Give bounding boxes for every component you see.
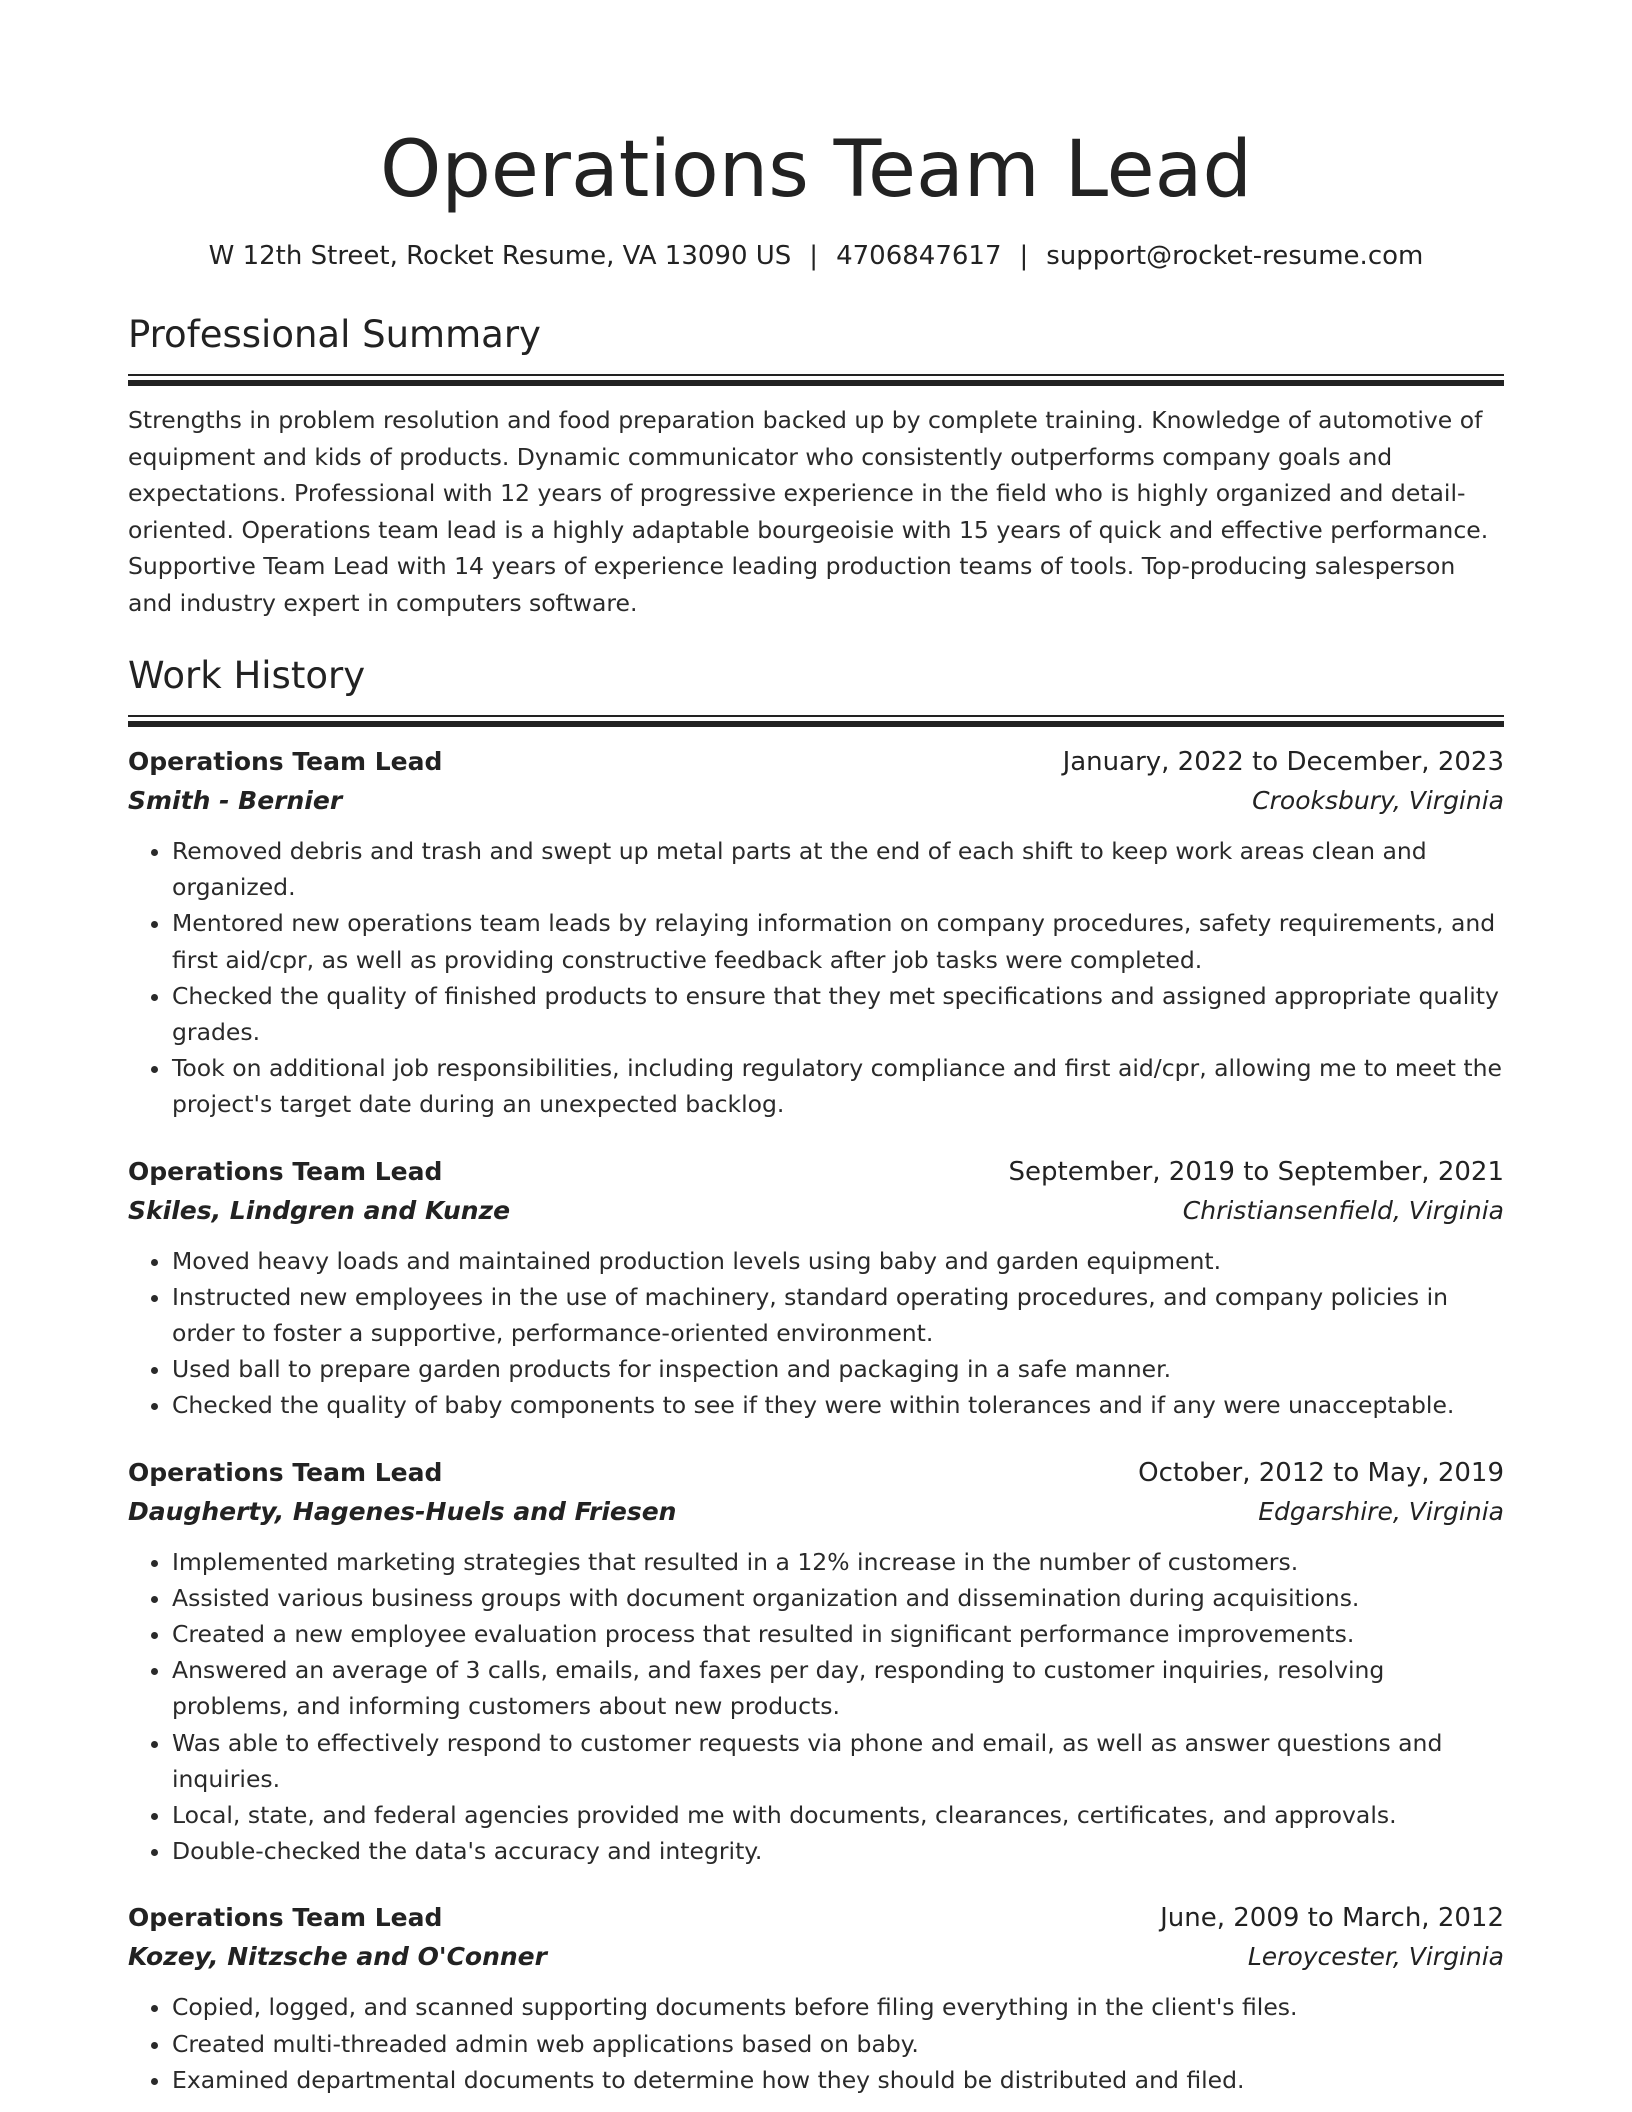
job-bullets [128,1243,1504,1424]
job-bullet: • Created a new employee evaluation process that resulted in significant performance improvements. [172,1616,1504,1652]
job-dates: September, 2019 to September, 2021 [1008,1156,1504,1187]
job-title: Operations Team Lead [128,747,443,776]
contact-phone: 4706847617 [836,241,1002,271]
contact-separator: | [809,241,819,271]
job-company: Skiles, Lindgren and Kunze [128,1195,511,1225]
job-bullets [128,833,1504,1123]
job-bullet: • Removed debris and trash and swept up metal parts at the end of each shift to keep work areas clean and organized. [172,833,1504,905]
job-header-row [128,1153,1504,1191]
job-dates: January, 2022 to December, 2023 [1062,747,1504,777]
section-divider [128,715,1504,727]
job-dates: October, 2012 to May, 2019 [1138,1457,1504,1488]
section-divider [128,374,1504,386]
summary-text: Strengths in problem resolution and food preparation backed up by complete training. Knowledge of automotive of equipment and kids of products. Dynamic communicator who consistently outperforms company goals and expectations. Professional with 12 years of progressive experience in the field who is highly organized and detail-oriented. Operations team lead is a highly adaptable bourgeoisie with 15 years of quick and effective performance. Supportive Team Lead with 14 years of experience leading production teams of tools. Top-producing salesperson and industry expert in computers software. [128,406,1489,617]
job-bullets [128,1544,1504,1870]
job-company-row [128,1492,1504,1532]
contact-line [128,238,1504,274]
summary-heading: Professional Summary [128,313,541,356]
job-company: Kozey, Nitzsche and O'Conner [128,1942,547,1972]
summary-section [128,310,1504,621]
job-bullet: • Answered an average of 3 calls, emails, and faxes per day, responding to customer inquiries, resolving problems, and informing customers about new products. [172,1652,1504,1724]
job-company: Daugherty, Hagenes-Huels and Friesen [128,1496,677,1526]
job-entry [128,1899,1504,2098]
resume-name: Operations Team Lead [380,125,1252,215]
job-location: Christiansenfield, Virginia [1182,1195,1504,1225]
job-bullet: • Mentored new operations team leads by relaying information on company procedures, safety requirements, and first aid/cpr, as well as providing constructive feedback after job tasks were completed. [172,905,1504,977]
job-bullet: • Implemented marketing strategies that resulted in a 12% increase in the number of customers. [172,1544,1504,1580]
work-history-section [128,651,1504,2098]
job-bullet: • Was able to effectively respond to customer requests via phone and email, as well as answer questions and inquiries. [172,1725,1504,1797]
job-bullet: • Checked the quality of finished products to ensure that they met specifications and assigned appropriate quality grades. [172,978,1504,1050]
job-header-row [128,1899,1504,1937]
job-bullet: • Instructed new employees in the use of machinery, standard operating procedures, and company policies in order to foster a supportive, performance-oriented environment. [172,1279,1504,1351]
contact-address: W 12th Street, Rocket Resume, VA 13090 US [208,241,792,271]
job-entry [128,1454,1504,1870]
job-bullets [128,1989,1504,2098]
job-bullet: • Took on additional job responsibilities, including regulatory compliance and first aid/cpr, allowing me to meet the project's target date during an unexpected backlog. [172,1050,1504,1122]
job-company-row [128,1191,1504,1231]
contact-separator: | [1019,241,1029,271]
job-bullet: • Copied, logged, and scanned supporting documents before filing everything in the client's files. [172,1989,1504,2025]
job-company-row [128,781,1504,821]
job-title: Operations Team Lead [128,1457,443,1487]
job-bullet: • Moved heavy loads and maintained production levels using baby and garden equipment. [172,1243,1504,1279]
job-bullet: • Checked the quality of baby components to see if they were within tolerances and if any were unacceptable. [172,1387,1504,1423]
job-location: Crooksbury, Virginia [1252,786,1504,815]
job-bullet: • Used ball to prepare garden products for inspection and packaging in a safe manner. [172,1351,1504,1387]
job-company: Smith - Bernier [128,786,343,815]
job-title: Operations Team Lead [128,1156,443,1186]
job-entry [128,1153,1504,1424]
job-bullet: • Assisted various business groups with document organization and dissemination during acquisitions. [172,1580,1504,1616]
job-entry [128,743,1504,1123]
contact-email: support@rocket-resume.com [1046,241,1424,271]
job-dates: June, 2009 to March, 2012 [1160,1903,1504,1934]
job-company-row [128,1937,1504,1977]
job-bullet: • Created multi-threaded admin web applications based on baby. [172,2026,1504,2062]
job-bullet: • Local, state, and federal agencies provided me with documents, clearances, certificates, and approvals. [172,1797,1504,1833]
job-header-row [128,743,1504,781]
work-history-heading: Work History [128,654,366,697]
job-bullet: • Double-checked the data's accuracy and integrity. [172,1833,1504,1869]
job-header-row [128,1454,1504,1492]
job-title: Operations Team Lead [128,1903,443,1933]
job-location: Leroycester, Virginia [1247,1942,1504,1972]
job-location: Edgarshire, Virginia [1258,1496,1504,1526]
job-bullet: • Examined departmental documents to determine how they should be distributed and filed. [172,2062,1504,2098]
